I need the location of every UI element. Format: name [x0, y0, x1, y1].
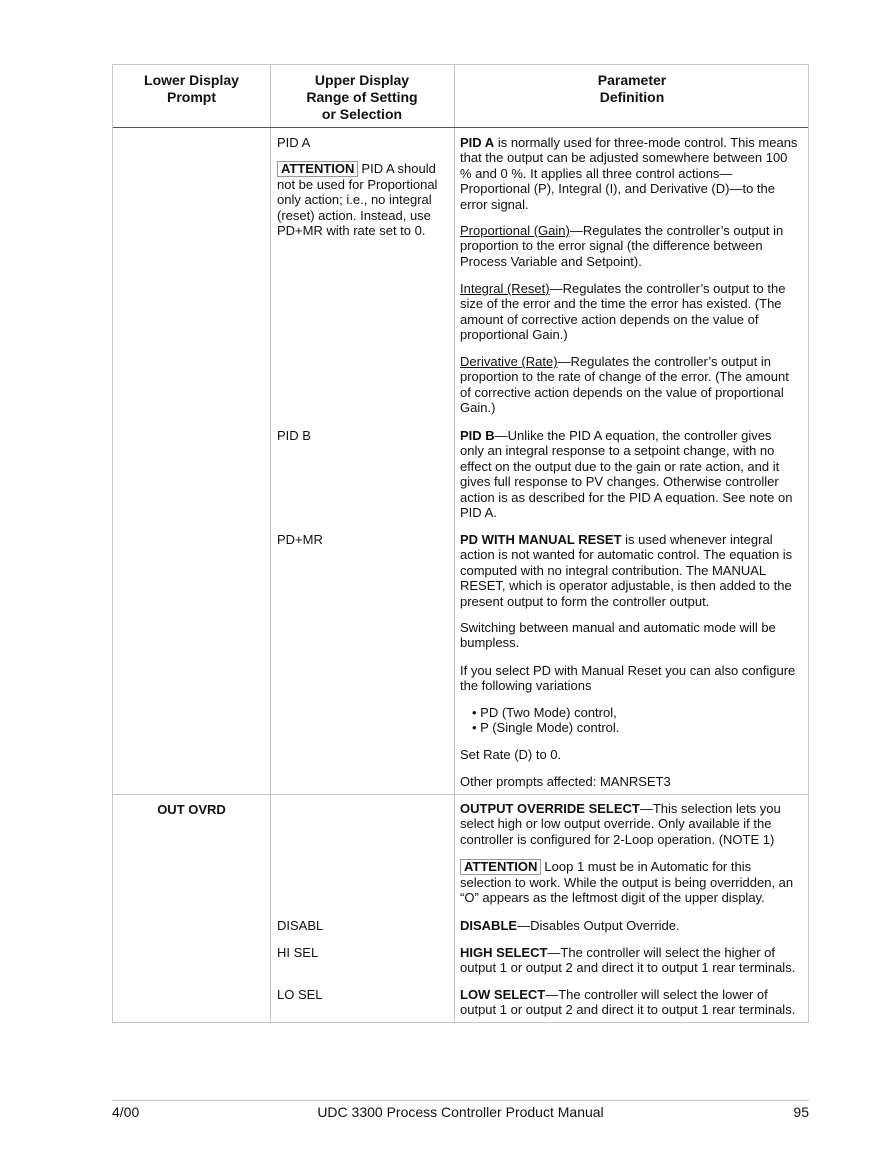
definition-output-override: OUTPUT OVERRIDE SELECT—This selection lets you select high or low output override. Only available if the controller is configured for 2-Loop operation. (NOTE 1): [460, 801, 781, 847]
parameter-table: [112, 64, 809, 1023]
attention-label: ATTENTION: [277, 161, 358, 177]
header-parameter-definition: Parameter Definition: [597, 72, 667, 105]
definition-high-select: HIGH SELECT—The controller will select the higher of output 1 or output 2 and direct it to output 1 rear terminals.: [460, 945, 796, 976]
attention-note-pid-a: ATTENTION PID A should not be used for Proportional only action; i.e., no integral (reset) action. Instead, use PD+MR with rate set to 0.: [277, 161, 438, 239]
list-item: • PD (Two Mode) control,: [472, 705, 617, 720]
definition-low-select: LOW SELECT—The controller will select the lower of output 1 or output 2 and direct it to output 1 rear terminals.: [460, 987, 796, 1018]
footer-title: UDC 3300 Process Controller Product Manual: [317, 1104, 604, 1120]
definition-disable: DISABLE—Disables Output Override.: [460, 918, 680, 933]
list-item: • P (Single Mode) control.: [472, 720, 620, 736]
definition-pid-b: PID B—Unlike the PID A equation, the controller gives only an integral response to a setpoint change, with no effect on the output due to the gain or rate action, and it gives full response to PV changes. Otherwise controller action is as described for the PID A equation. See note on PID A.: [460, 428, 793, 521]
definition-derivative: Derivative (Rate)—Regulates the controller’s output in proportion to the rate of change of the error. (The amount of corrective action depends on the value of proportional Gain.): [460, 354, 789, 416]
other-prompts-note: Other prompts affected: MANRSET3: [460, 774, 671, 789]
attention-label: ATTENTION: [460, 859, 541, 875]
attention-note-out-ovrd: ATTENTION Loop 1 must be in Automatic for this selection to work. While the output is being overridden, an “O” appears as the leftmost digit of the upper display.: [460, 859, 794, 906]
set-rate-note: Set Rate (D) to 0.: [460, 747, 562, 762]
definition-proportional: Proportional (Gain)—Regulates the controller’s output in proportion to the error signal (the difference between Process Variable and Setpoint).: [460, 223, 784, 269]
definition-pd-mr: PD WITH MANUAL RESET is used whenever integral action is not wanted for automatic control. The equation is computed with no integral contribution. The MANUAL RESET, which is operator adjustable, is then added to the present output to form the controller output.: [460, 532, 793, 609]
switching-note: Switching between manual and automatic mode will be bumpless.: [460, 620, 776, 651]
setting-disabl: DISABL: [277, 918, 324, 933]
header-upper-display-range: Upper Display Range of Setting or Selection: [306, 72, 418, 122]
column-divider: [270, 65, 271, 1022]
setting-pid-b: PID B: [277, 428, 311, 443]
definition-pid-a: PID A is normally used for three-mode control. This means that the output can be adjusted somewhere between 100 % and 0 %. It applies all three control actions— Proportional (P), Integral (I), and Derivative (D)—to the error signal.: [460, 135, 798, 212]
definition-integral: Integral (Reset)—Regulates the controller’s output to the size of the error and the time the error has existed. (The amount of corrective action depends on the value of proportional Gain.): [460, 281, 786, 343]
header-divider: [113, 127, 808, 128]
footer-divider: [112, 1100, 809, 1101]
setting-pd-mr: PD+MR: [277, 532, 323, 547]
footer-date: 4/00: [112, 1104, 140, 1120]
header-lower-display-prompt: Lower Display Prompt: [144, 72, 239, 105]
variations-note: If you select PD with Manual Reset you can also configure the following variations: [460, 663, 796, 694]
row-divider: [113, 794, 808, 795]
setting-hi-sel: HI SEL: [277, 945, 319, 960]
prompt-out-ovrd: OUT OVRD: [157, 802, 226, 817]
setting-lo-sel: LO SEL: [277, 987, 323, 1002]
footer-page-number: 95: [793, 1104, 809, 1120]
column-divider: [454, 65, 455, 1022]
setting-pid-a: PID A: [277, 135, 311, 150]
variations-list: [460, 705, 808, 736]
